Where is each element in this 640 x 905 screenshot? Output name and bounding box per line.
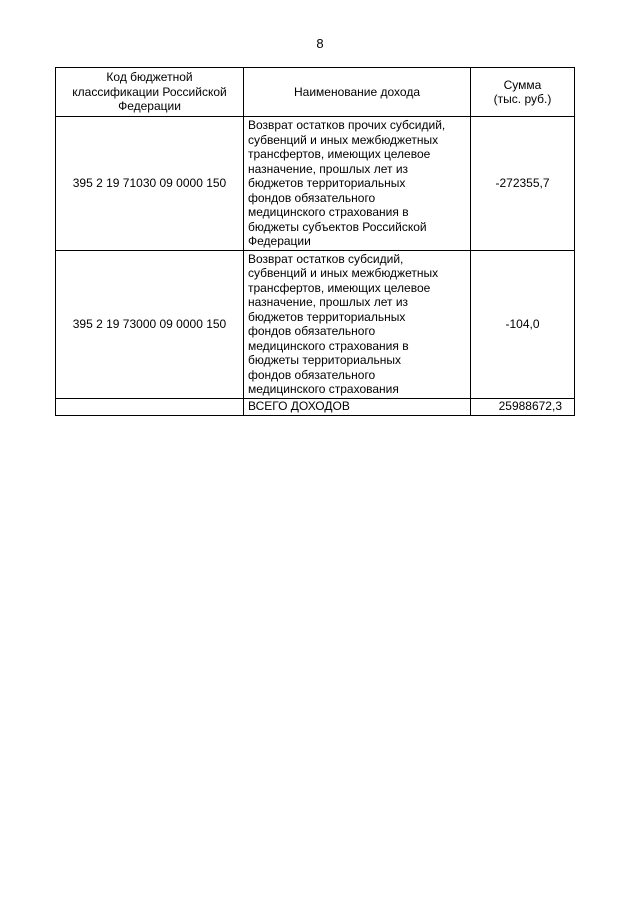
revenue-table [55,67,575,416]
header-code: Код бюджетной классификации Российской Федерации [56,68,244,117]
row-name: Возврат остатков субсидий, субвенций и иных межбюджетных трансфертов, имеющих целевое назначение, прошлых лет из бюджетов территориальных фондов обязательного медицинского страхования в бюджеты территориальных фондов обязательного медицинского страхования [244,250,471,398]
header-name: Наименование дохода [244,68,471,117]
total-sum: 25988672,3 [471,398,575,415]
table-row [56,250,575,398]
page-number: 8 [316,36,324,51]
total-row [56,398,575,415]
row-code: 395 2 19 71030 09 0000 150 [56,117,244,251]
table-row [56,117,575,251]
total-code [56,398,244,415]
row-sum: -104,0 [471,250,575,398]
header-sum: Сумма (тыс. руб.) [471,68,575,117]
row-sum: -272355,7 [471,117,575,251]
total-label: ВСЕГО ДОХОДОВ [244,398,471,415]
row-code: 395 2 19 73000 09 0000 150 [56,250,244,398]
row-name: Возврат остатков прочих субсидий, субвенций и иных межбюджетных трансфертов, имеющих целевое назначение, прошлых лет из бюджетов территориальных фондов обязательного медицинского страхования в бюджеты субъектов Российской Федерации [244,117,471,251]
table-header-row [56,68,575,117]
